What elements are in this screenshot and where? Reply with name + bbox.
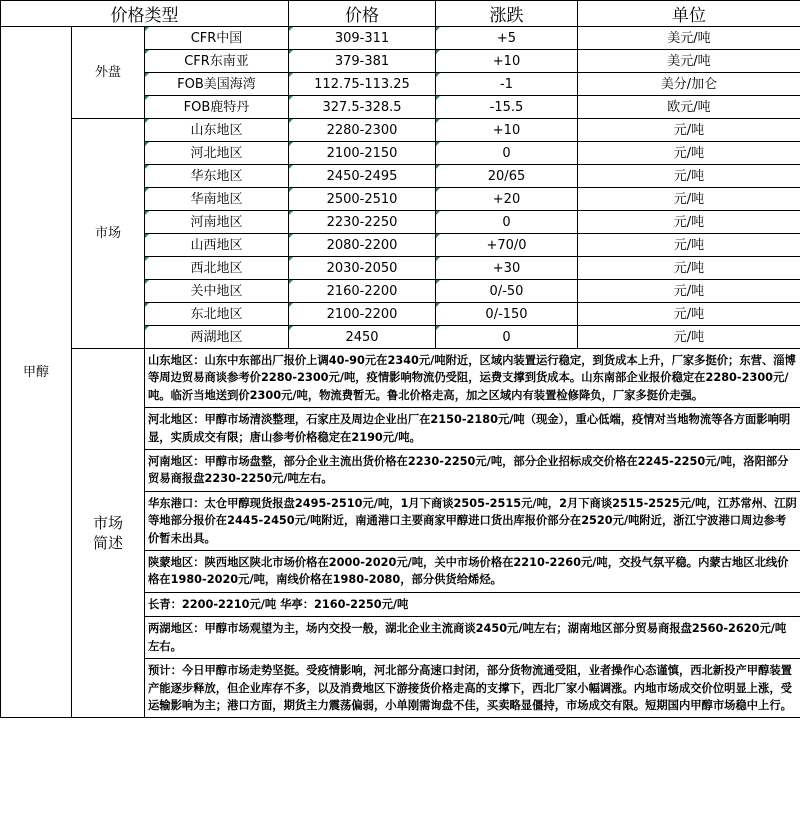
row-change: 0 xyxy=(436,142,578,165)
row-price: 2500-2510 xyxy=(289,188,436,211)
row-price: 2100-2200 xyxy=(289,303,436,326)
row-price: 327.5-328.5 xyxy=(289,96,436,119)
row-unit: 美元/吨 xyxy=(578,27,800,50)
summary-lianghu: 两湖地区：甲醇市场观望为主，场内交投一般，湖北企业主流商谈2450元/吨左右；湖南地区部分贸易商报盘2560-2620元/吨左右。 xyxy=(145,617,800,659)
row-change: 0 xyxy=(436,326,578,349)
row-unit: 元/吨 xyxy=(578,119,800,142)
summary-content xyxy=(145,349,800,718)
header-row xyxy=(1,1,800,27)
row-price: 379-381 xyxy=(289,50,436,73)
row-name: CFR东南亚 xyxy=(145,50,289,73)
row-price: 2230-2250 xyxy=(289,211,436,234)
row-change: +5 xyxy=(436,27,578,50)
header-price: 价格 xyxy=(289,1,436,27)
row-unit: 美分/加仑 xyxy=(578,73,800,96)
row-price: 2160-2200 xyxy=(289,280,436,303)
product-name: 甲醇 xyxy=(1,27,72,718)
summary-huadong: 华东港口：太仓甲醇现货报盘2495-2510元/吨，1月下商谈2505-2515元/吨，2月下商谈2515-2525元/吨，江苏常州、江阴等地部分报价在2445-2450元/吨附近，南通港口主要商家甲醇进口货出库报价部分在2520元/吨附近，浙江宁波港口周边参考价暂未出具。 xyxy=(145,492,800,551)
row-unit: 元/吨 xyxy=(578,234,800,257)
row-unit: 元/吨 xyxy=(578,303,800,326)
row-change: +30 xyxy=(436,257,578,280)
header-price-type: 价格类型 xyxy=(1,1,289,27)
row-unit: 元/吨 xyxy=(578,211,800,234)
row-name: 西北地区 xyxy=(145,257,289,280)
summary-shaanmeng: 陕蒙地区：陕西地区陕北市场价格在2000-2020元/吨，关中市场价格在2210-2260元/吨，交投气氛平稳。内蒙古地区北线价格在1980-2020元/吨，南线价格在1980-2080，部分供货给烯烃。 xyxy=(145,551,800,593)
row-name: 山西地区 xyxy=(145,234,289,257)
row-unit: 元/吨 xyxy=(578,165,800,188)
row-change: +10 xyxy=(436,119,578,142)
row-change: +10 xyxy=(436,50,578,73)
row-change: -15.5 xyxy=(436,96,578,119)
row-name: 两湖地区 xyxy=(145,326,289,349)
row-price: 2030-2050 xyxy=(289,257,436,280)
row-change: 0/-150 xyxy=(436,303,578,326)
summary-forecast: 预计：今日甲醇市场走势坚挺。受疫情影响，河北部分高速口封闭，部分货物流通受阻，业者操作心态谨慎，西北新投产甲醇装置产能逐步释放，但企业库存不多，以及消费地区下游接货价格走高的支撑下，西北厂家小幅调涨。内地市场成交价位明显上涨，受运输影响为主；港口方面，期货主力震荡偏弱，小单刚需询盘不佳，买卖略显僵持，市场成交有限。短期国内甲醇市场稳中上行。 xyxy=(148,664,792,712)
summary-henan: 河南地区：甲醇市场盘整，部分企业主流出货价格在2230-2250元/吨，部分企业招标成交价格在2245-2250元/吨，洛阳部分贸易商报盘2230-2250元/吨左右。 xyxy=(145,450,800,492)
row-unit: 元/吨 xyxy=(578,326,800,349)
row-change: +70/0 xyxy=(436,234,578,257)
header-unit: 单位 xyxy=(578,1,800,27)
row-unit: 元/吨 xyxy=(578,257,800,280)
summary-label-line1: 市场 xyxy=(92,514,123,533)
row-name: FOB美国海湾 xyxy=(145,73,289,96)
row-price: 2280-2300 xyxy=(289,119,436,142)
group-market: 市场 xyxy=(72,119,145,349)
row-name: 东北地区 xyxy=(145,303,289,326)
row-price: 112.75-113.25 xyxy=(289,73,436,96)
table-row xyxy=(1,27,800,50)
summary-changqing-huating: 长青：2200-2210元/吨 华亭：2160-2250元/吨 xyxy=(145,593,800,617)
row-price: 2100-2150 xyxy=(289,142,436,165)
row-change: 20/65 xyxy=(436,165,578,188)
group-foreign: 外盘 xyxy=(72,27,145,119)
row-unit: 元/吨 xyxy=(578,280,800,303)
summary-shandong: 山东地区：山东中东部出厂报价上调40-90元在2340元/吨附近，区域内装置运行稳定，到货成本上升，厂家多挺价；东营、淄博等周边贸易商谈参考价2280-2300元/吨，疫情影响物流仍受阻，运费支撑到货成本。山东南部企业报价稳定在2280-2300元/吨。临沂当地送到价2300元/吨，物流费暂无。鲁北价格走高，加之区域内有装置检修降负，厂家多挺价走强。 xyxy=(145,349,800,408)
row-name: CFR中国 xyxy=(145,27,289,50)
row-price: 2080-2200 xyxy=(289,234,436,257)
row-change: 0 xyxy=(436,211,578,234)
row-unit: 元/吨 xyxy=(578,142,800,165)
row-price: 2450 xyxy=(289,326,436,349)
row-name: 华东地区 xyxy=(145,165,289,188)
summary-label-line2: 简述 xyxy=(92,534,123,553)
row-unit: 欧元/吨 xyxy=(578,96,800,119)
group-summary xyxy=(72,349,145,718)
summary-hebei: 河北地区：甲醇市场清淡整理，石家庄及周边企业出厂在2150-2180元/吨（现金），重心低端，疫情对当地物流等各方面影响明显，实质成交有限；唐山参考价格稳定在2190元/吨。 xyxy=(145,408,800,450)
row-change: +20 xyxy=(436,188,578,211)
row-name: 山东地区 xyxy=(145,119,289,142)
summary-row xyxy=(1,349,800,718)
row-name: 华南地区 xyxy=(145,188,289,211)
row-name: FOB鹿特丹 xyxy=(145,96,289,119)
row-name: 河北地区 xyxy=(145,142,289,165)
table-row xyxy=(1,119,800,142)
row-change: -1 xyxy=(436,73,578,96)
row-name: 河南地区 xyxy=(145,211,289,234)
row-price: 309-311 xyxy=(289,27,436,50)
row-name: 关中地区 xyxy=(145,280,289,303)
header-change: 涨跌 xyxy=(436,1,578,27)
row-price: 2450-2495 xyxy=(289,165,436,188)
row-unit: 元/吨 xyxy=(578,188,800,211)
row-unit: 美元/吨 xyxy=(578,50,800,73)
row-change: 0/-50 xyxy=(436,280,578,303)
